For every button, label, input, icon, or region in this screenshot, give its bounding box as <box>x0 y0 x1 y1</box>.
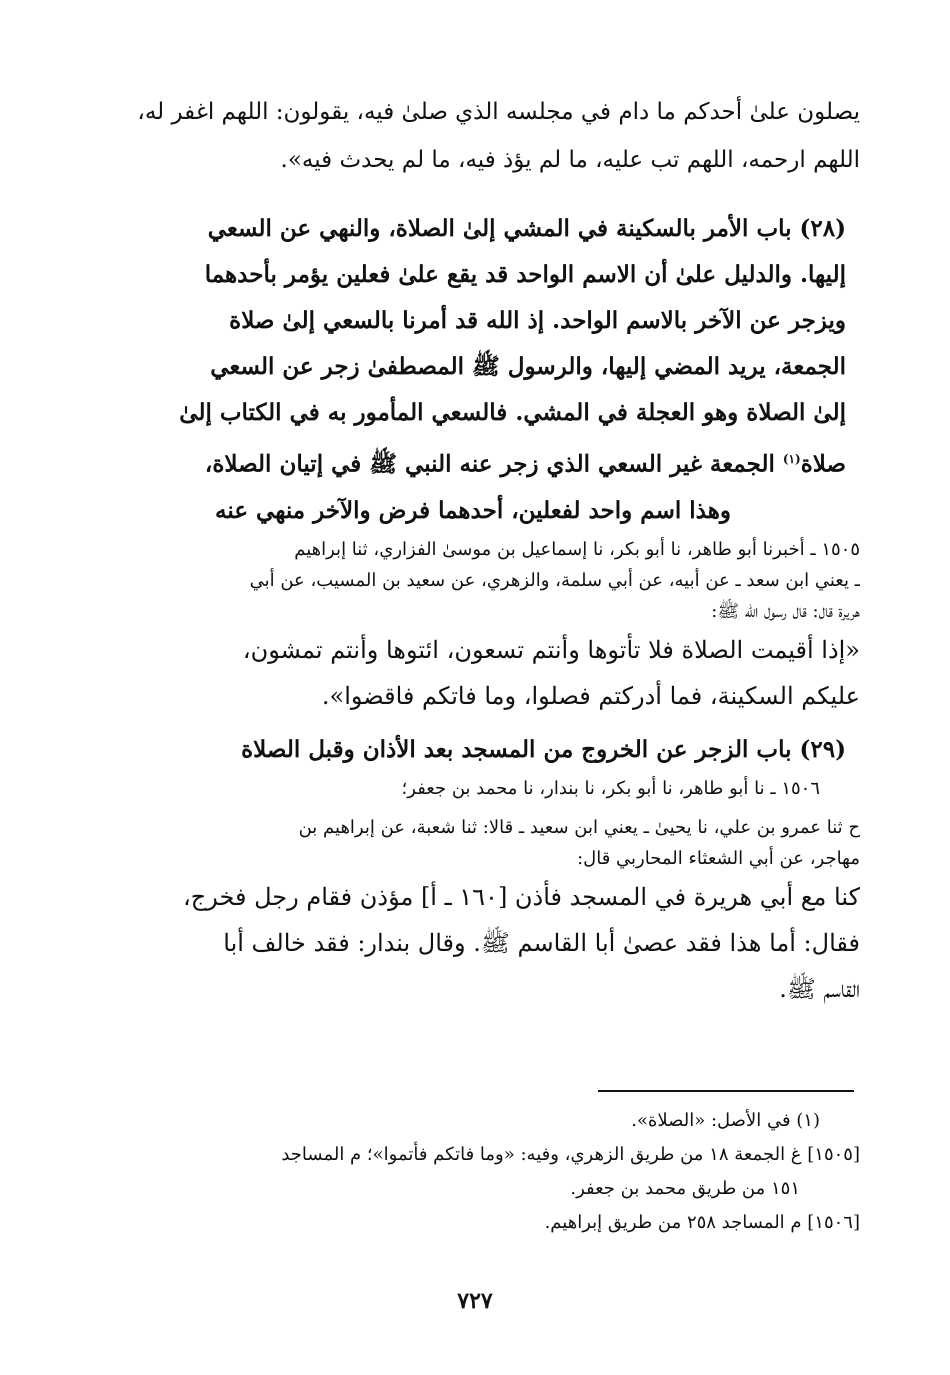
heading-line: (٢٨) باب الأمر بالسكينة في المشي إلىٰ الصلاة، والنهي عن السعي <box>207 215 846 242</box>
hadith-1506-matn <box>100 874 860 1012</box>
matn-line: «إذا أقيمت الصلاة فلا تأتوها وأنتم تسعون، ائتوها وأنتم تمشون، <box>242 635 860 664</box>
isnad-line: ١٥٠٦ ـ نا أبو طاهر، نا أبو بكر، نا بندار، نا محمد بن جعفر؛ <box>401 777 820 799</box>
heading-line: إلىٰ الصلاة وهو العجلة في المشي. فالسعي المأمور به في الكتاب إلىٰ <box>179 399 846 426</box>
isnad-line: مهاجر، عن أبي الشعثاء المحاربي قال: <box>577 847 860 869</box>
text-line: اللهم ارحمه، اللهم تب عليه، ما لم يؤذ فيه، ما لم يحدث فيه». <box>280 147 860 173</box>
matn-line: فقال: أما هذا فقد عصىٰ أبا القاسم ﷺ. وقال بندار: فقد خالف أبا <box>223 928 860 957</box>
heading-line: (٢٩) باب الزجر عن الخروج من المسجد بعد الأذان وقبل الصلاة <box>241 735 846 763</box>
heading-line <box>100 436 846 488</box>
main-text <box>100 88 860 1012</box>
footnote-divider <box>598 1090 854 1092</box>
top-paragraph <box>100 88 860 184</box>
heading-line: وهذا اسم واحد لفعلين، أحدهما فرض والآخر منهي عنه <box>215 496 731 524</box>
heading-fragment: الجمعة غير السعي الذي زجر عنه النبي ﷺ في إتيان الصلاة، <box>204 450 783 478</box>
matn-line: عليكم السكينة، فما أدركتم فصلوا، وما فاتكم فاقضوا». <box>321 681 860 710</box>
reference-1505-cont: ١٥١ من طريق محمد بن جعفر. <box>570 1178 800 1199</box>
chapter-29-heading <box>100 727 860 773</box>
footnote-1: (١) في الأصل: «الصلاة». <box>631 1110 820 1131</box>
isnad-line: ح ثنا عمرو بن علي، نا يحيىٰ ـ يعني ابن سعيد ـ قالا: ثنا شعبة، عن إبراهيم بن <box>298 816 860 838</box>
heading-line: ويزجر عن الآخر بالاسم الواحد. إذ الله قد أمرنا بالسعي إلىٰ صلاة <box>229 307 846 334</box>
isnad-line: هريرة قال: قال رسول الله ﷺ: <box>711 600 860 622</box>
heading-fragment: صلاة <box>800 450 846 478</box>
reference-1506: [١٥٠٦] م المساجد ٢٥٨ من طريق إبراهيم. <box>544 1212 860 1233</box>
hadith-1505-isnad <box>100 534 860 627</box>
page-number: ٧٢٧ <box>457 1288 493 1314</box>
reference-1505: [١٥٠٥] غ الجمعة ١٨ من طريق الزهري، وفيه: «وما فاتكم فأتموا»؛ م المساجد <box>281 1144 860 1165</box>
heading-line: إليها. والدليل علىٰ أن الاسم الواحد قد يقع علىٰ فعلين يؤمر بأحدهما <box>204 261 846 288</box>
hadith-1506-isnad <box>100 773 860 874</box>
chapter-28-heading <box>100 206 860 534</box>
matn-line: كنا مع أبي هريرة في المسجد فأذن [١٦٠ ـ أ] مؤذن فقام رجل فخرج، <box>183 882 860 911</box>
text-line: يصلون علىٰ أحدكم ما دام في مجلسه الذي صلىٰ فيه، يقولون: اللهم اغفر له، <box>137 99 860 125</box>
footnote-marker: (١) <box>782 452 801 466</box>
hadith-1505-matn <box>100 627 860 719</box>
isnad-line: ١٥٠٥ ـ أخبرنا أبو طاهر، نا أبو بكر، نا إسماعيل بن موسىٰ الفزاري، ثنا إبراهيم <box>294 538 860 560</box>
heading-line: الجمعة، يريد المضي إليها، والرسول ﷺ المصطفىٰ زجر عن السعي <box>210 353 846 380</box>
isnad-line: ـ يعني ابن سعد ـ عن أبيه، عن أبي سلمة، والزهري، عن سعيد بن المسيب، عن أبي <box>249 569 860 591</box>
matn-line: القاسم ﷺ. <box>779 974 860 1003</box>
footnotes <box>100 1104 860 1240</box>
